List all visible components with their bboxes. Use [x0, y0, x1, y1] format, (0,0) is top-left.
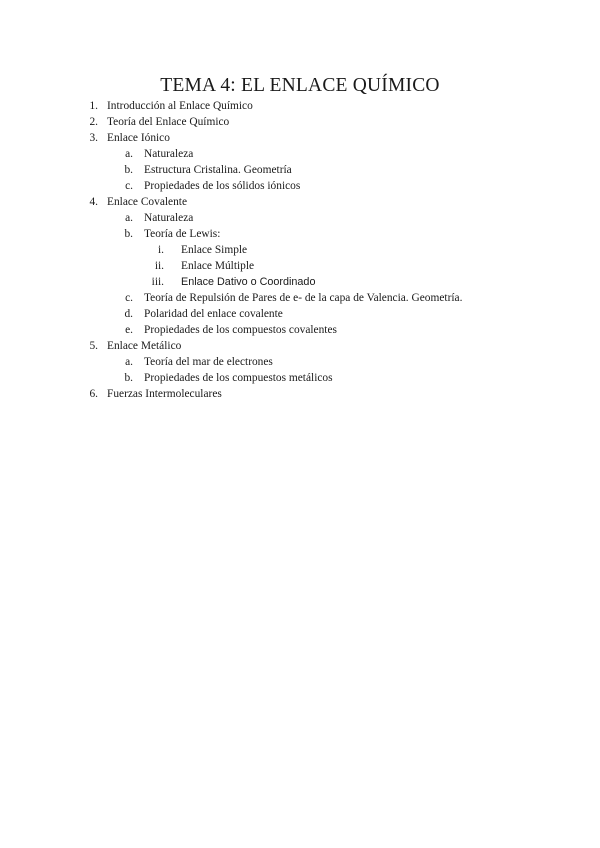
item-text: Propiedades de los compuestos covalentes — [144, 324, 337, 336]
item-marker: 2. — [89, 116, 98, 128]
item-text: Propiedades de los sólidos iónicos — [144, 180, 301, 192]
item-text: Fuerzas Intermoleculares — [107, 388, 222, 400]
item-marker: a. — [125, 148, 133, 160]
item-text: Introducción al Enlace Químico — [107, 100, 253, 112]
item-marker: 3. — [89, 132, 98, 144]
item-text: Enlace Dativo o Coordinado — [181, 276, 316, 288]
item-text: Polaridad del enlace covalente — [144, 308, 283, 320]
item-text: Teoría del Enlace Químico — [107, 116, 230, 128]
item-text: Enlace Simple — [181, 244, 248, 256]
item-marker: ii. — [154, 260, 164, 272]
item-text: Enlace Iónico — [107, 132, 170, 144]
item-marker: b. — [124, 228, 133, 240]
item-marker: 6. — [89, 388, 98, 400]
item-text: Teoría de Lewis: — [144, 228, 221, 240]
item-text: Naturaleza — [144, 212, 194, 224]
item-marker: c. — [125, 292, 133, 304]
item-marker: 4. — [89, 196, 98, 208]
item-text: Naturaleza — [144, 148, 194, 160]
item-text: Enlace Múltiple — [181, 260, 255, 272]
item-text: Teoría del mar de electrones — [144, 356, 273, 368]
item-marker: a. — [125, 356, 133, 368]
document-title: TEMA 4: EL ENLACE QUÍMICO — [160, 75, 440, 96]
item-marker: b. — [124, 372, 133, 384]
item-text: Teoría de Repulsión de Pares de e- de la capa de Valencia. Geometría. — [144, 292, 463, 304]
item-marker: a. — [125, 212, 133, 224]
item-text: Enlace Metálico — [107, 340, 182, 352]
item-marker: d. — [124, 308, 133, 320]
item-marker: 1. — [89, 100, 98, 112]
item-marker: iii. — [151, 276, 164, 288]
item-text: Enlace Covalente — [107, 196, 188, 208]
item-marker: e. — [125, 324, 133, 336]
item-text: Estructura Cristalina. Geometría — [144, 164, 292, 176]
item-text: Propiedades de los compuestos metálicos — [144, 372, 333, 384]
item-marker: i. — [157, 244, 164, 256]
item-marker: c. — [125, 180, 133, 192]
item-marker: b. — [124, 164, 133, 176]
item-marker: 5. — [89, 340, 98, 352]
